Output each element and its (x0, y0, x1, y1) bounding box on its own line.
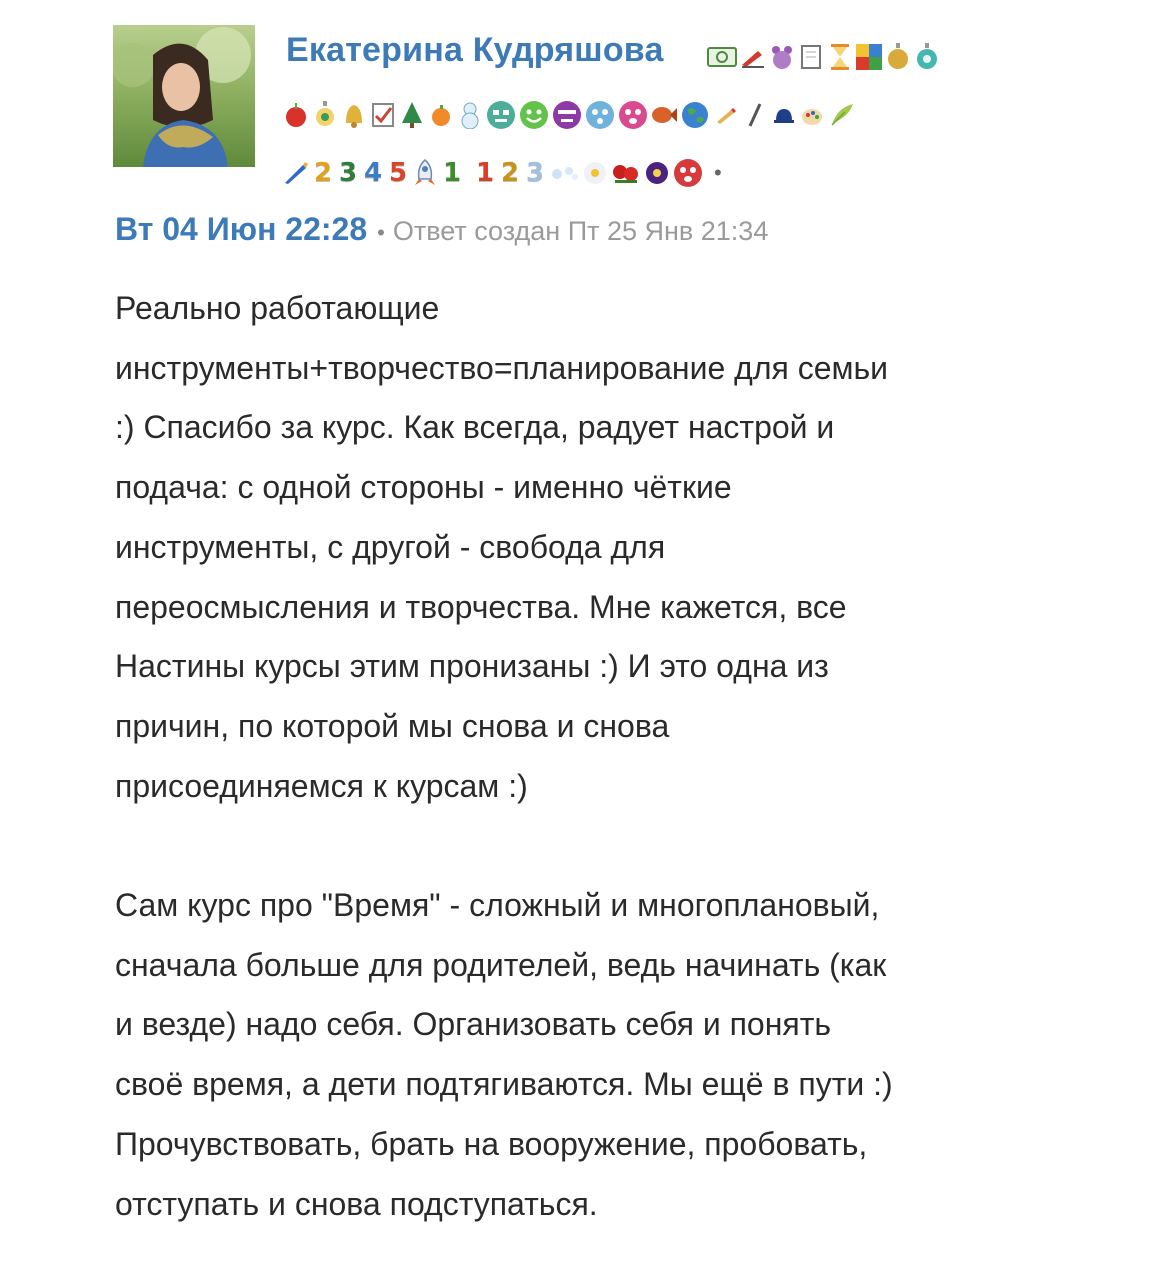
sparkle-flower-icon[interactable] (549, 158, 579, 188)
pansy-icon[interactable] (644, 158, 670, 188)
tangerine-icon[interactable] (428, 100, 454, 130)
number-badge-1-red[interactable]: 1 (475, 158, 495, 188)
reply-created: Ответ создан Пт 25 Янв 21:34 (392, 216, 769, 246)
body-line: Сам курс про "Время" - сложный и многоплановый, (115, 887, 880, 924)
body-line: подача: с одной стороны - именно чёткие (115, 469, 732, 506)
face-pink-icon[interactable] (618, 100, 648, 130)
body-line: инструменты, с другой - свобода для (115, 528, 666, 565)
paint-icon[interactable] (800, 100, 826, 130)
body-line: присоединяемся к курсам :) (115, 767, 528, 804)
brush-icon[interactable] (283, 158, 309, 188)
number-badge-2[interactable]: 2 (313, 158, 333, 188)
post-meta (115, 211, 768, 248)
daisy-icon[interactable] (582, 158, 608, 188)
number-badge-4[interactable]: 4 (363, 158, 383, 188)
snowman-icon[interactable] (457, 100, 483, 130)
colorful-blocks-icon[interactable] (856, 42, 882, 72)
number-badge-3-light[interactable]: 3 (525, 158, 545, 188)
red-face-icon[interactable] (673, 158, 703, 188)
face-green-icon[interactable] (519, 100, 549, 130)
feather-icon[interactable] (829, 100, 855, 130)
face-robot-icon[interactable] (486, 100, 516, 130)
face-blue-icon[interactable] (585, 100, 615, 130)
ornament-gold-icon[interactable] (885, 42, 911, 72)
bear-icon[interactable] (769, 42, 795, 72)
apple-icon[interactable] (283, 100, 309, 130)
post-date[interactable]: Вт 04 Июн 22:28 (115, 211, 368, 247)
number-badge-3[interactable]: 3 (338, 158, 358, 188)
ruler-icon[interactable] (742, 100, 768, 130)
body-line: Реально работающие (115, 290, 440, 326)
hourglass-icon[interactable] (827, 42, 853, 72)
number-badge-5[interactable]: 5 (388, 158, 408, 188)
rocket-icon[interactable] (412, 158, 438, 188)
notepad-icon[interactable] (798, 42, 824, 72)
hat-icon[interactable] (771, 100, 797, 130)
body-line: причин, по которой мы снова и снова (115, 707, 670, 744)
body-line: инструменты+творчество=планирование для семьи (115, 349, 889, 386)
bell-icon[interactable] (341, 100, 367, 130)
body-line: отступать и снова подступаться. (115, 1185, 598, 1222)
body-line: своё время, а дети подтягиваются. Мы ещё в пути :) (115, 1066, 893, 1103)
badge-row-2 (283, 95, 855, 135)
paragraph-gap (115, 816, 1075, 876)
checklist-icon[interactable] (370, 100, 396, 130)
fish-icon[interactable] (651, 100, 677, 130)
body-line: сначала больше для родителей, ведь начинать (как (115, 946, 887, 983)
meta-separator: • (377, 220, 385, 245)
avatar-photo (113, 25, 255, 167)
red-flowers-icon[interactable] (611, 158, 641, 188)
post-body (115, 279, 1075, 1234)
pen-icon[interactable] (740, 42, 766, 72)
pencil-small-icon[interactable] (713, 100, 739, 130)
number-badge-2-gold[interactable]: 2 (500, 158, 520, 188)
body-line: и везде) надо себя. Организовать себя и понять (115, 1006, 832, 1043)
ornament-target-icon[interactable] (312, 100, 338, 130)
body-line: Прочувствовать, брать на вооружение, пробовать, (115, 1125, 868, 1162)
avatar[interactable] (113, 25, 255, 167)
body-line: Настины курсы этим пронизаны :) И это одна из (115, 648, 829, 685)
badge-row-3 (283, 153, 722, 193)
body-line: :) Спасибо за курс. Как всегда, радует настрой и (115, 409, 835, 446)
trailing-dot: • (714, 160, 722, 185)
author-name[interactable]: Екатерина Кудряшова (286, 31, 664, 69)
money-icon[interactable] (707, 42, 737, 72)
ornament-teal-icon[interactable] (914, 42, 940, 72)
number-badge-1-green[interactable]: 1 (442, 158, 462, 188)
badge-row-1 (707, 37, 940, 77)
globe-icon[interactable] (680, 100, 710, 130)
tree-icon[interactable] (399, 100, 425, 130)
body-line: переосмысления и творчества. Мне кажется, все (115, 588, 847, 625)
face-purple-icon[interactable] (552, 100, 582, 130)
